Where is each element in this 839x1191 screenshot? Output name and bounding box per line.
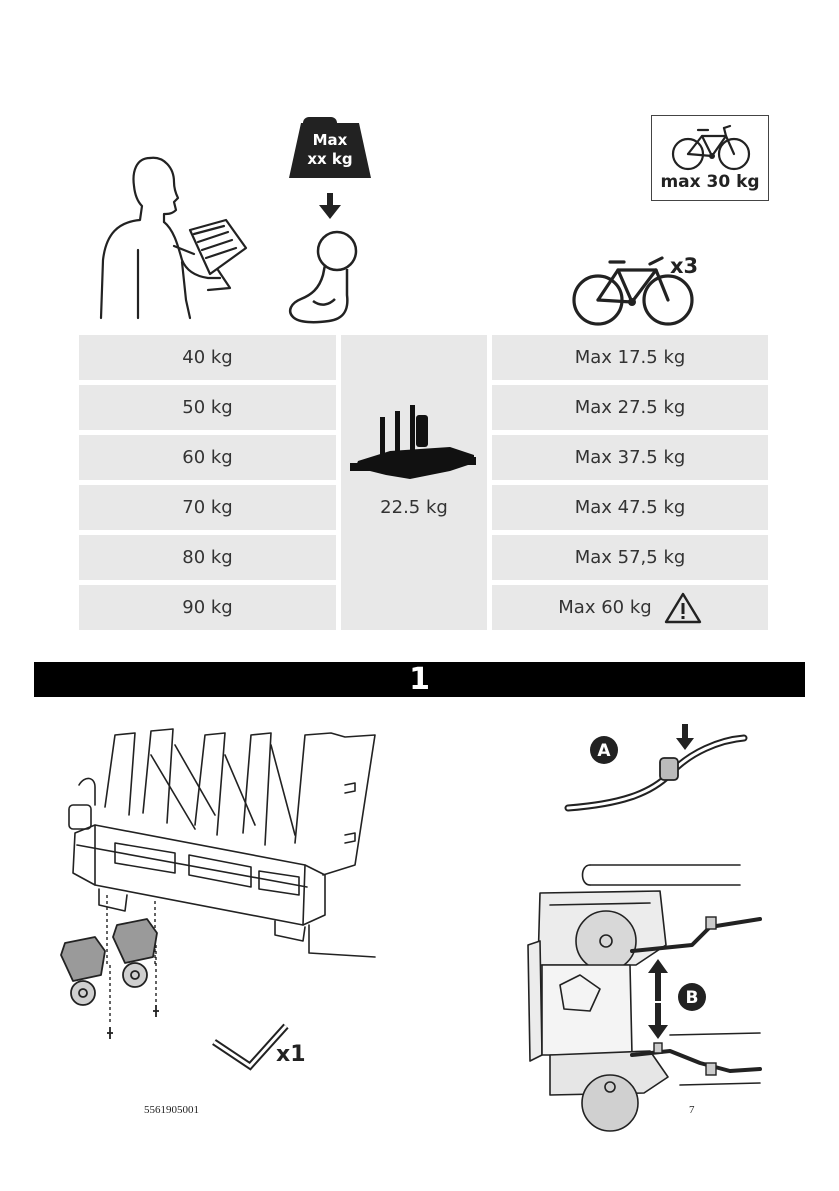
weight-label-value: xx kg: [307, 150, 353, 168]
right-cell: Max 17.5 kg: [492, 335, 768, 380]
bike-carrier-icon: [350, 405, 480, 485]
right-cell: Max 57,5 kg: [492, 535, 768, 580]
callout-b-label: B: [685, 988, 699, 1008]
right-cell: Max 47.5 kg: [492, 485, 768, 530]
bike-weight-limit-box: [651, 115, 769, 201]
callout-a-label: A: [597, 741, 611, 761]
bike-weight-limit-label: max 30 kg: [660, 172, 760, 192]
right-cell-warning: [492, 585, 768, 630]
rack-weight-label: 22.5 kg: [380, 497, 448, 518]
weight-label-max: Max: [312, 131, 348, 149]
caster-wheels-drawing: [55, 915, 175, 1045]
bike-count-label: x3: [670, 254, 699, 278]
hex-key-quantity: x1: [276, 1042, 306, 1067]
left-cell: 40 kg: [79, 335, 336, 380]
cable-routing-detail-drawing: [520, 855, 770, 1135]
left-cell: 90 kg: [79, 585, 336, 630]
step-number-bar: 1: [34, 662, 805, 697]
page-number: 7: [689, 1104, 695, 1116]
max-load-weight-icon: [285, 105, 375, 330]
left-cell: 60 kg: [79, 435, 336, 480]
document-code: 5561905001: [144, 1104, 199, 1116]
cable-clip-detail-drawing: [560, 720, 760, 820]
left-cell: 70 kg: [79, 485, 336, 530]
left-cell: 80 kg: [79, 535, 336, 580]
left-cell: 50 kg: [79, 385, 336, 430]
warning-icon: [664, 592, 702, 624]
bicycle-icon: [652, 116, 770, 172]
right-cell: Max 27.5 kg: [492, 385, 768, 430]
right-cell: Max 37.5 kg: [492, 435, 768, 480]
right-cell-text: Max 60 kg: [558, 597, 652, 618]
person-reading-manual-icon: [98, 150, 248, 320]
